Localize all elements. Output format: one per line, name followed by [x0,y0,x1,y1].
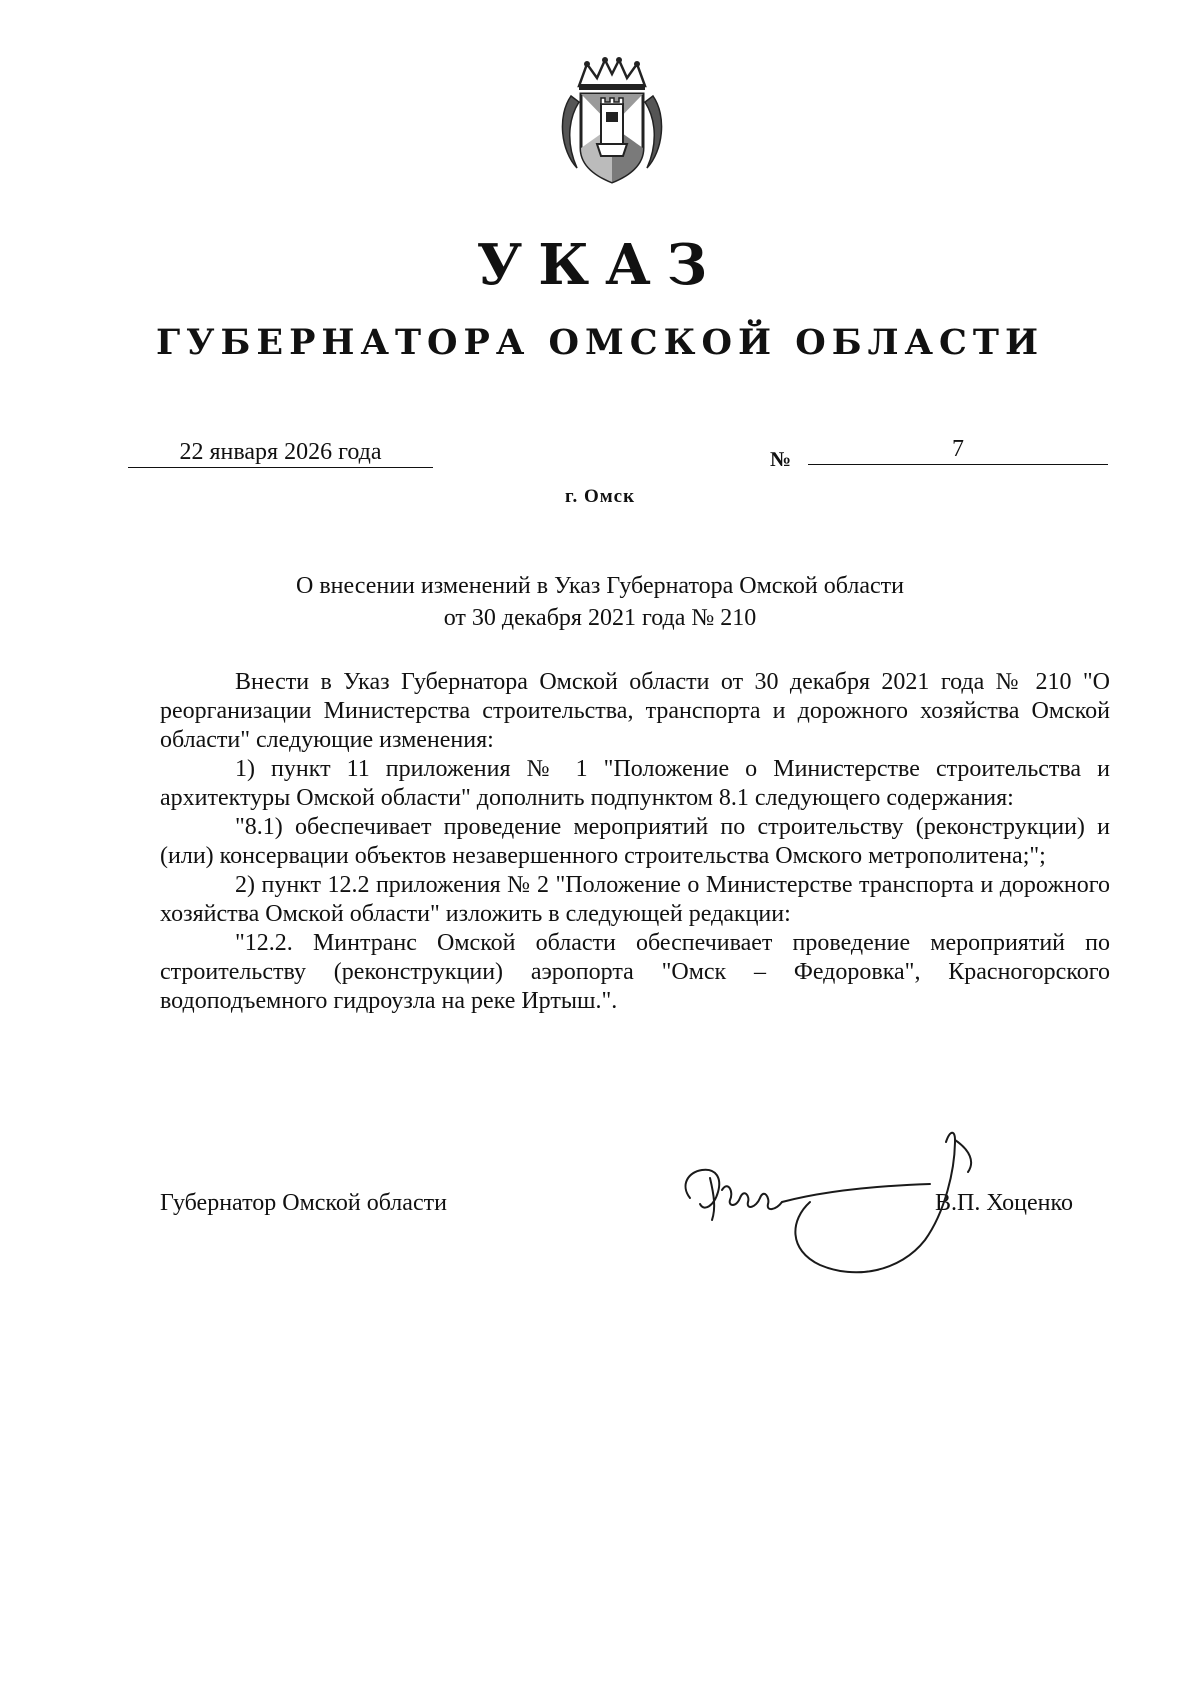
decree-number-label: № [770,447,792,471]
document-type-title: УКАЗ [476,232,724,298]
signatory-name: В.П. Хоценко [935,1190,1073,1216]
decree-body [160,668,1110,1016]
coat-of-arms-icon [557,56,667,186]
body-paragraph: 1) пункт 11 приложения № 1 "Положение о Министерстве строительства и архитектуры Омской области" дополнить подпунктом 8.1 следующего содержания: [160,756,1110,811]
handwritten-signature [670,1100,1010,1285]
decree-city: г. Омск [564,486,636,507]
heading-line-1: О внесении изменений в Указ Губернатора Омской области [296,573,904,599]
heading-line-2: от 30 декабря 2021 года № 210 [443,605,757,631]
body-paragraph: 2) пункт 12.2 приложения № 2 "Положение о Министерстве транспорта и дорожного хозяйства Омской области" изложить в следующей редакции: [160,872,1110,927]
body-paragraph: "12.2. Минтранс Омской области обеспечивает проведение мероприятий по строительству (реконструкции) аэропорта "Омск – Федоровка", Красногорского водоподъемного гидроузла на реке Иртыш.". [160,930,1110,1014]
issuer-title: ГУБЕРНАТОРА ОМСКОЙ ОБЛАСТИ [155,322,1045,363]
body-paragraph: Внести в Указ Губернатора Омской области от 30 декабря 2021 года № 210 "О реорганизации Министерства строительства, транспорта и дорожного хозяйства Омской области" следующие изменения: [160,669,1110,753]
decree-heading [0,570,1200,634]
decree-date: 22 января 2026 года [128,437,433,468]
body-paragraph: "8.1) обеспечивает проведение мероприятий по строительству (реконструкции) и (или) консервации объектов незавершенного строительства Омского метрополитена;"; [160,814,1110,869]
decree-number: 7 [808,434,1108,465]
signatory-role: Губернатор Омской области [160,1190,447,1216]
